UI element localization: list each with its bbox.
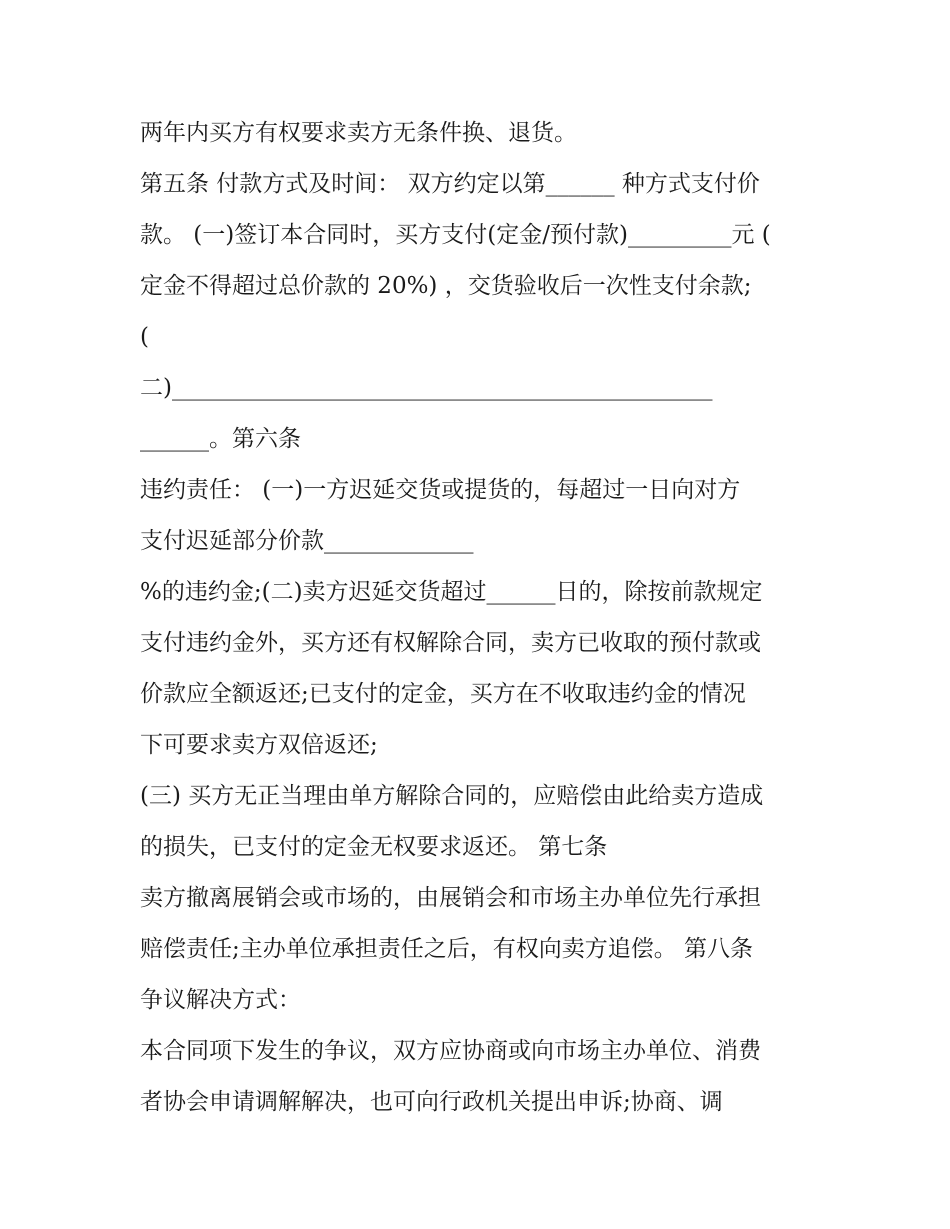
text-line: 违约责任： (一)一方迟延交货或提货的，每超过一日向对方 — [140, 477, 741, 503]
text-line: 款。 (一)签订本合同时，买方支付(定金/预付款)_________元 ( — [140, 222, 771, 248]
text-line: 定金不得超过总价款的 20%) ，交货验收后一次性支付余款; — [140, 273, 752, 299]
text-line: ______。第六条 — [140, 426, 301, 452]
text-line: 卖方撤离展销会或市场的，由展销会和市场主办单位先行承担 — [140, 885, 761, 911]
text-line: (三) 买方无正当理由单方解除合同的，应赔偿由此给卖方造成 — [140, 783, 764, 809]
text-line: 下可要求卖方双倍返还; — [140, 732, 378, 758]
text-line: %的违约金;(二)卖方迟延交货超过______日的，除按前款规定 — [140, 579, 763, 605]
text-line: 者协会申请调解解决，也可向行政机关提出申诉;协商、调 — [140, 1089, 723, 1115]
text-line: 第五条 付款方式及时间： 双方约定以第______ 种方式支付价 — [140, 171, 760, 197]
contract-text — [140, 108, 820, 1128]
text-line: 二)_______________________________________________ — [140, 375, 713, 401]
text-line: 两年内买方有权要求卖方无条件换、退货。 — [140, 120, 577, 146]
text-line: 的损失，已支付的定金无权要求返还。 第七条 — [140, 834, 608, 860]
text-line: 本合同项下发生的争议，双方应协商或向市场主办单位、消费 — [140, 1038, 761, 1064]
text-line: 赔偿责任;主办单位承担责任之后，有权向卖方追偿。 第八条 — [140, 936, 754, 962]
text-line: ( — [140, 324, 149, 350]
text-line: 支付迟延部分价款_____________ — [140, 528, 474, 554]
text-line: 价款应全额返还;已支付的定金，买方在不收取违约金的情况 — [140, 681, 746, 707]
text-line: 支付违约金外，买方还有权解除合同，卖方已收取的预付款或 — [140, 630, 761, 656]
text-line: 争议解决方式： — [140, 987, 301, 1013]
